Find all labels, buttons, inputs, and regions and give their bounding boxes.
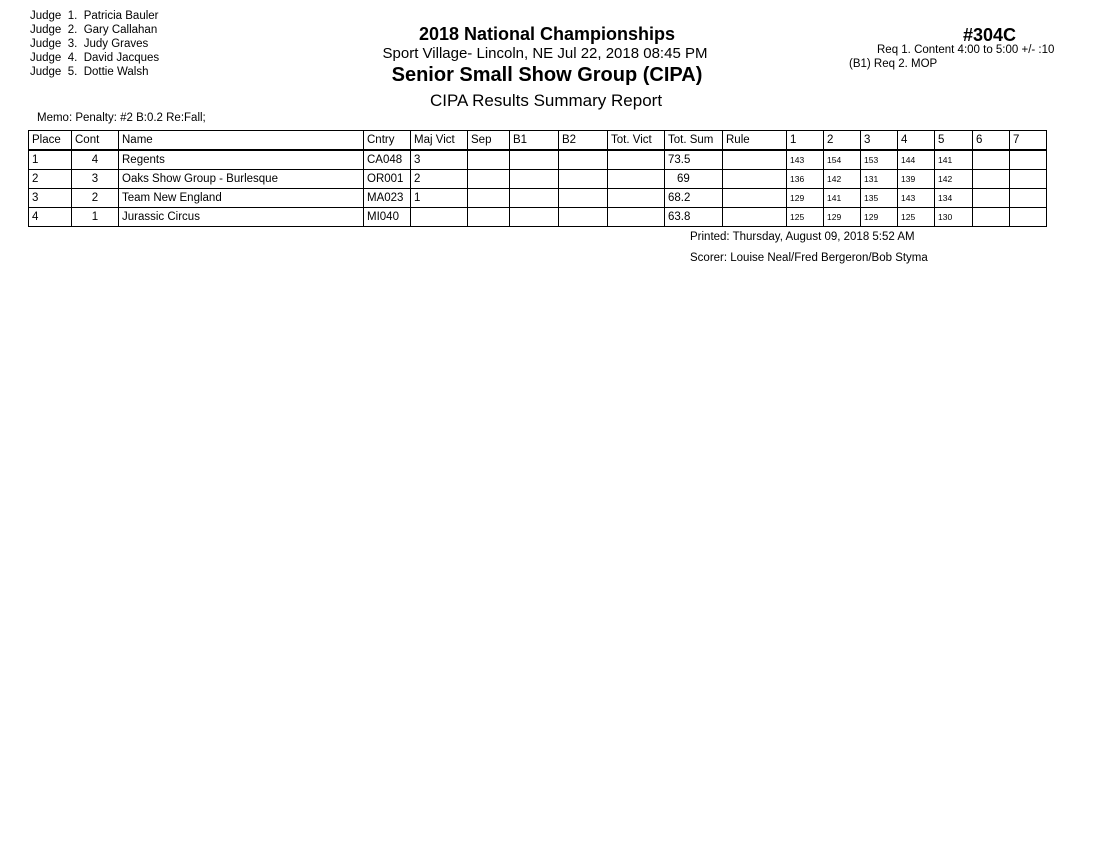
cell-b2 [559, 170, 608, 189]
judge-name: Dottie Walsh [83, 66, 149, 78]
column-header-judge-3: 3 [861, 131, 898, 151]
cell-cont: 4 [72, 150, 119, 170]
column-header-judge-1: 1 [787, 131, 824, 151]
column-header-cont: Cont [72, 131, 119, 151]
cell-b1 [510, 170, 559, 189]
cell-b1 [510, 150, 559, 170]
cell-score-judge-3: 131 [861, 170, 898, 189]
column-header-tot-vict: Tot. Vict [608, 131, 665, 151]
cell-rule [723, 150, 787, 170]
cell-b2 [559, 189, 608, 208]
report-title: CIPA Results Summary Report [429, 91, 663, 110]
judge-number: 2. [67, 24, 78, 36]
column-header-judge-7: 7 [1010, 131, 1047, 151]
table-header-row [29, 131, 1047, 151]
cell-cont: 2 [72, 189, 119, 208]
cell-score-judge-4: 139 [898, 170, 935, 189]
cell-score-judge-4: 144 [898, 150, 935, 170]
cell-b1 [510, 189, 559, 208]
cell-score-judge-4: 125 [898, 208, 935, 227]
cell-place: 3 [29, 189, 72, 208]
cell-tot-vict [608, 170, 665, 189]
table-row [29, 150, 1047, 170]
cell-rule [723, 208, 787, 227]
cell-score-judge-6 [973, 150, 1010, 170]
cell-tot-sum: 73.5 [665, 150, 723, 170]
event-number: #304C [963, 25, 1017, 45]
cell-maj-vict: 1 [411, 189, 468, 208]
cell-score-judge-5: 141 [935, 150, 973, 170]
column-header-tot-sum: Tot. Sum [665, 131, 723, 151]
judge-name: Patricia Bauler [83, 10, 159, 22]
column-header-b2: B2 [559, 131, 608, 151]
cell-cntry: MI040 [364, 208, 411, 227]
cell-place: 2 [29, 170, 72, 189]
cell-rule [723, 189, 787, 208]
requirement-2: (B1) Req 2. MOP [849, 58, 938, 70]
judge-row [30, 9, 159, 23]
judge-label: Judge [30, 24, 62, 36]
column-header-name: Name [119, 131, 364, 151]
cell-name: Jurassic Circus [119, 208, 364, 227]
column-header-judge-4: 4 [898, 131, 935, 151]
cell-name: Regents [119, 150, 364, 170]
cell-score-judge-1: 136 [787, 170, 824, 189]
cell-tot-sum: 63.8 [665, 208, 723, 227]
cell-score-judge-2: 141 [824, 189, 861, 208]
cell-cntry: CA048 [364, 150, 411, 170]
cell-score-judge-5: 130 [935, 208, 973, 227]
judge-name: Judy Graves [83, 38, 149, 50]
column-header-rule: Rule [723, 131, 787, 151]
cell-score-judge-6 [973, 189, 1010, 208]
venue-datetime: Sport Village- Lincoln, NE Jul 22, 2018 08:45 PM [382, 45, 708, 62]
cell-score-judge-6 [973, 170, 1010, 189]
cell-tot-vict [608, 189, 665, 208]
judge-label: Judge [30, 38, 62, 50]
cell-b2 [559, 150, 608, 170]
printed-timestamp: Printed: Thursday, August 09, 2018 5:52 AM [690, 231, 915, 243]
cell-score-judge-2: 154 [824, 150, 861, 170]
cell-maj-vict: 3 [411, 150, 468, 170]
cell-sep [468, 170, 510, 189]
column-header-judge-2: 2 [824, 131, 861, 151]
cell-score-judge-7 [1010, 189, 1047, 208]
cell-score-judge-5: 134 [935, 189, 973, 208]
cell-cont: 3 [72, 170, 119, 189]
judge-label: Judge [30, 66, 62, 78]
scorer-names: Scorer: Louise Neal/Fred Bergeron/Bob Styma [690, 252, 928, 264]
results-table [28, 130, 1047, 227]
table-row [29, 189, 1047, 208]
column-header-place: Place [29, 131, 72, 151]
cell-cont: 1 [72, 208, 119, 227]
column-header-sep: Sep [468, 131, 510, 151]
cell-b1 [510, 208, 559, 227]
table-row [29, 208, 1047, 227]
column-header-cntry: Cntry [364, 131, 411, 151]
cell-score-judge-2: 129 [824, 208, 861, 227]
cell-maj-vict [411, 208, 468, 227]
column-header-judge-5: 5 [935, 131, 973, 151]
judge-label: Judge [30, 52, 62, 64]
column-header-judge-6: 6 [973, 131, 1010, 151]
cell-rule [723, 170, 787, 189]
judge-number: 1. [67, 10, 78, 22]
requirement-1: Req 1. Content 4:00 to 5:00 +/- :10 [877, 44, 1055, 56]
cell-tot-vict [608, 208, 665, 227]
cell-sep [468, 150, 510, 170]
cell-score-judge-2: 142 [824, 170, 861, 189]
judge-label: Judge [30, 10, 62, 22]
judge-number: 3. [67, 38, 78, 50]
cell-cntry: OR001 [364, 170, 411, 189]
cell-tot-vict [608, 150, 665, 170]
cell-name: Oaks Show Group - Burlesque [119, 170, 364, 189]
cell-cntry: MA023 [364, 189, 411, 208]
cell-sep [468, 208, 510, 227]
cell-score-judge-4: 143 [898, 189, 935, 208]
judge-name: David Jacques [83, 52, 160, 64]
cell-score-judge-3: 129 [861, 208, 898, 227]
judge-number: 4. [67, 52, 78, 64]
judge-name: Gary Callahan [83, 24, 158, 36]
cell-tot-sum: 69 [665, 170, 723, 189]
cell-name: Team New England [119, 189, 364, 208]
cell-score-judge-7 [1010, 208, 1047, 227]
cell-score-judge-5: 142 [935, 170, 973, 189]
cell-tot-sum: 68.2 [665, 189, 723, 208]
cell-score-judge-1: 143 [787, 150, 824, 170]
column-header-maj-vict: Maj Vict [411, 131, 468, 151]
cell-place: 4 [29, 208, 72, 227]
cell-score-judge-3: 153 [861, 150, 898, 170]
judge-number: 5. [67, 66, 78, 78]
cell-score-judge-3: 135 [861, 189, 898, 208]
cell-maj-vict: 2 [411, 170, 468, 189]
cell-score-judge-1: 129 [787, 189, 824, 208]
championship-title: 2018 National Championships [418, 24, 676, 44]
cell-score-judge-1: 125 [787, 208, 824, 227]
cell-b2 [559, 208, 608, 227]
table-row [29, 170, 1047, 189]
cell-place: 1 [29, 150, 72, 170]
cell-score-judge-6 [973, 208, 1010, 227]
cell-sep [468, 189, 510, 208]
event-title: Senior Small Show Group (CIPA) [391, 64, 703, 86]
cell-score-judge-7 [1010, 170, 1047, 189]
column-header-b1: B1 [510, 131, 559, 151]
memo-text: Memo: Penalty: #2 B:0.2 Re:Fall; [37, 112, 206, 124]
cell-score-judge-7 [1010, 150, 1047, 170]
